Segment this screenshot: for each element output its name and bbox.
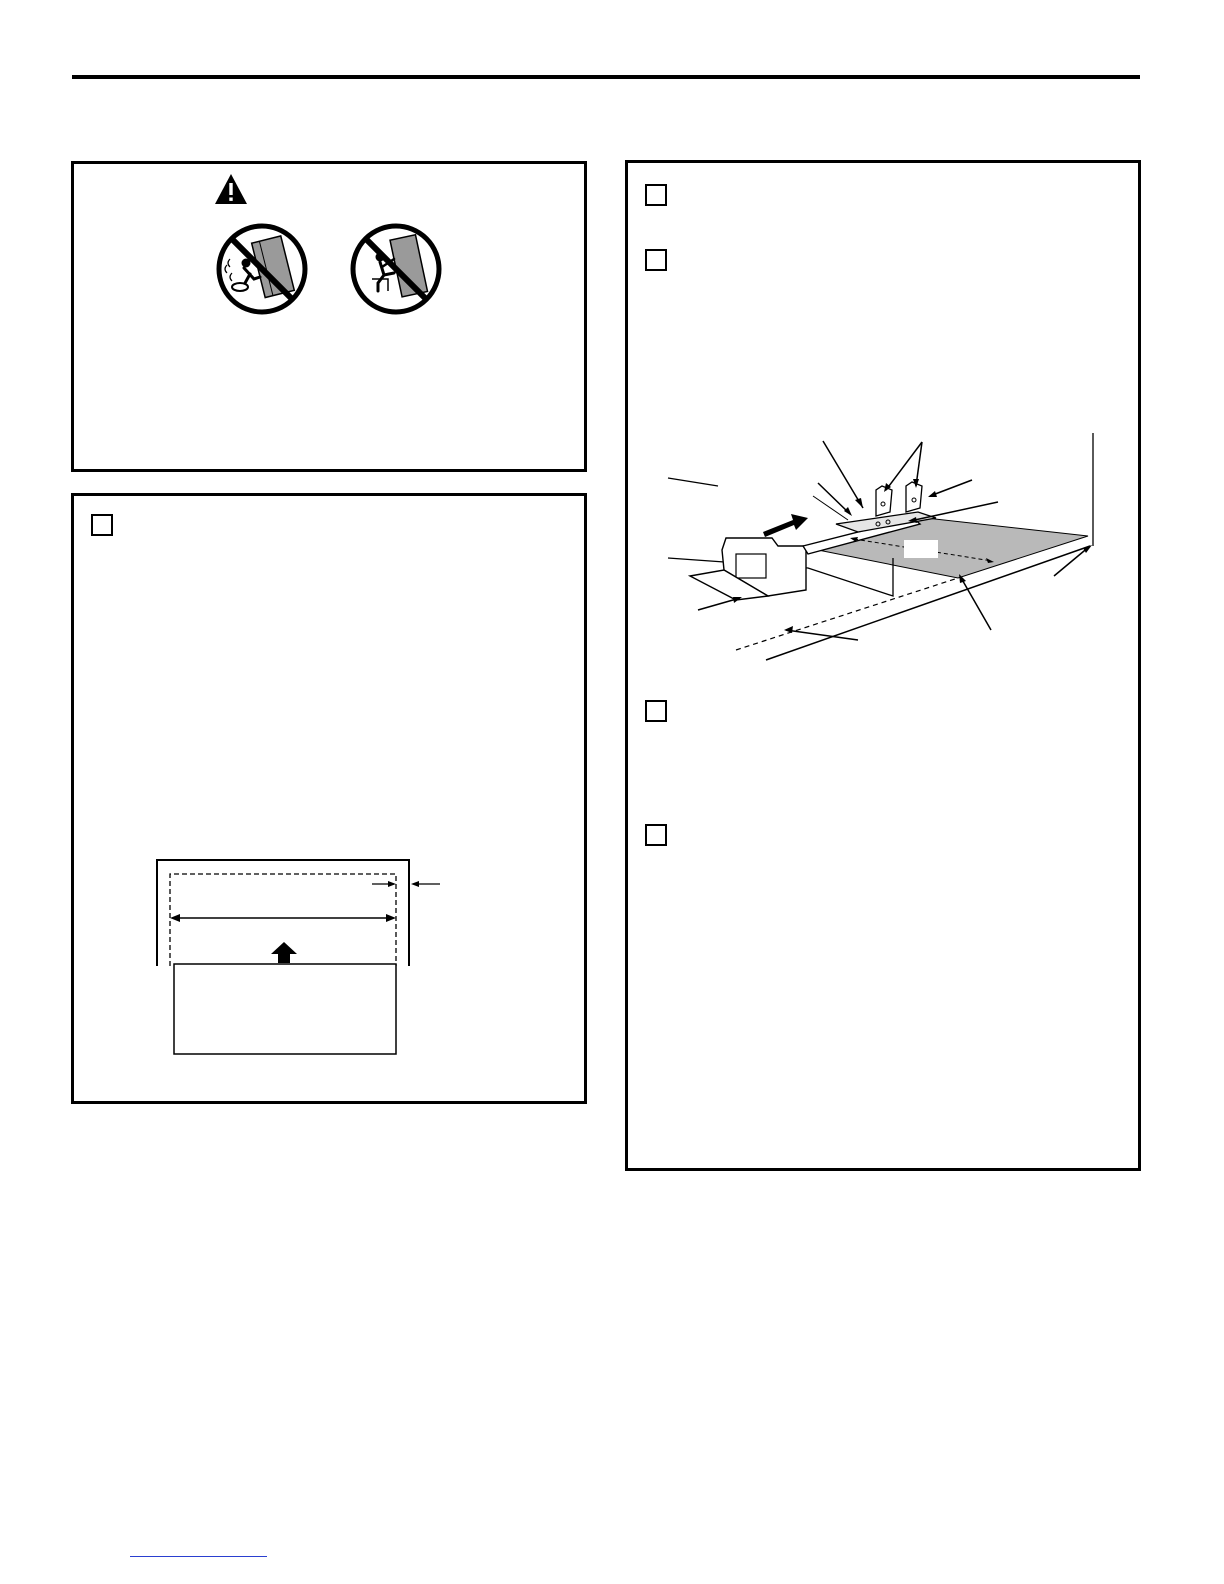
warning-triangle-icon [213, 172, 249, 206]
no-climbing-icon [348, 221, 444, 317]
step-panel-left [71, 493, 587, 1104]
up-arrow-icon [271, 942, 297, 963]
footer-link-underline[interactable] [130, 1556, 267, 1557]
step-checkbox[interactable] [645, 700, 667, 722]
warning-panel [71, 161, 587, 472]
step-checkbox[interactable] [645, 824, 667, 846]
header-rule [72, 75, 1140, 79]
opening-diagram [154, 856, 454, 1061]
step-checkbox[interactable] [645, 184, 667, 206]
step-panel-right [625, 160, 1141, 1171]
no-tipping-icon [214, 221, 310, 317]
step-checkbox[interactable] [645, 249, 667, 271]
step-checkbox[interactable] [91, 514, 113, 536]
bracket-install-diagram [658, 428, 1133, 668]
